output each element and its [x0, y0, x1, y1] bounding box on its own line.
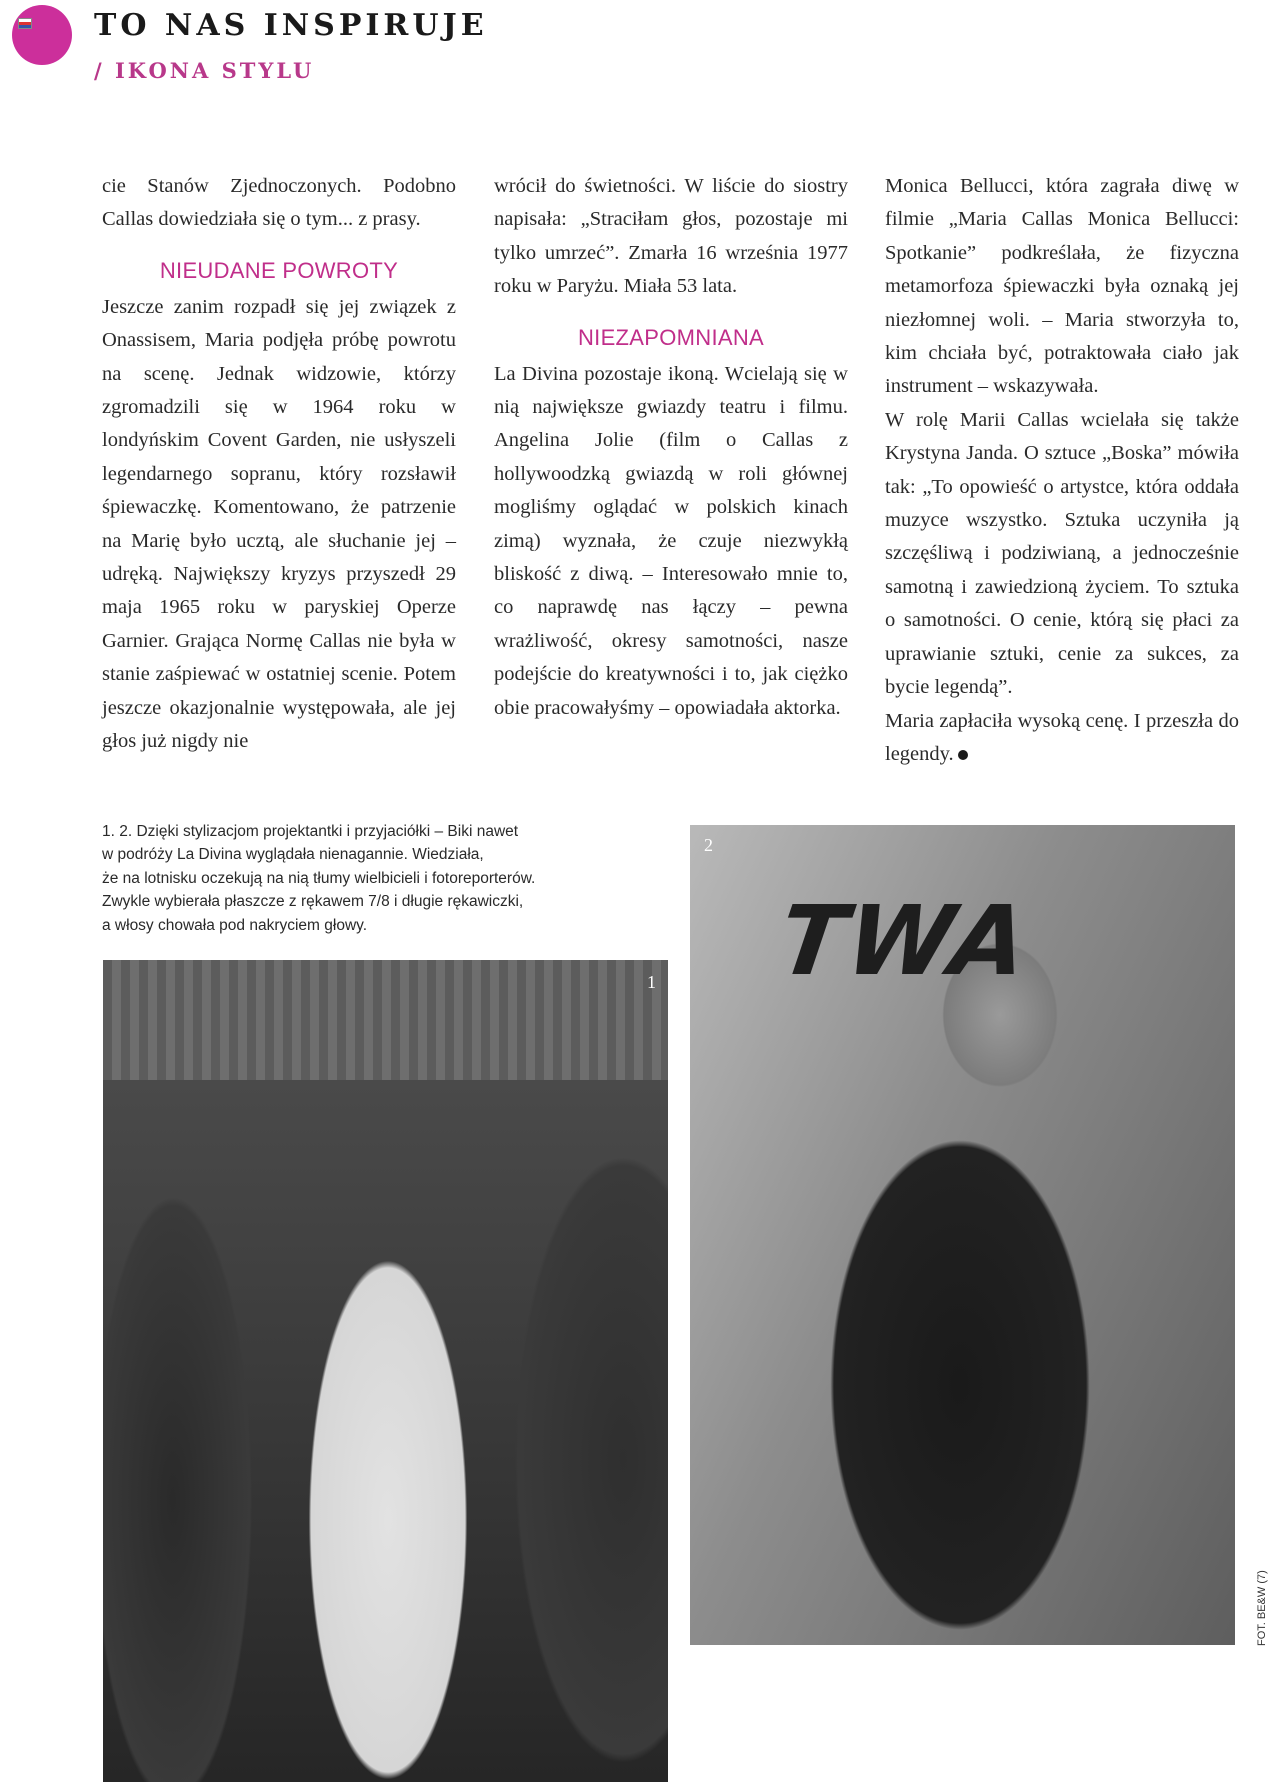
caption-line: że na lotnisku oczekują na nią tłumy wielbicieli i fotoreporterów.: [102, 869, 536, 887]
article-column-3: [885, 170, 1239, 771]
column-3-paragraph-3: [885, 705, 1239, 772]
flag-icon: [18, 18, 32, 29]
column-2-intro: wrócił do świetności. W liście do siostry napisała: „Straciłam głos, pozostaje mi tylko umrzeć”. Zmarła 16 września 1977 roku w Paryżu. Miała 53 lata.: [494, 175, 848, 298]
column-3-paragraph-2: W rolę Marii Callas wcielała się także Krystyna Janda. O sztuce „Boska” mówiła tak: „To opowieść o artystce, która oddała muzyce wszystko. Sztuka uczyniła ją szczęśliwą i podziwianą, a jednocześnie samotną i zawiedzioną życiem. To sztuka o samotności. O cenie, którą się płaci za uprawianie sztuki, cenie za sukces, za bycie legendą”.: [885, 408, 1239, 699]
section-heading-niezapomniana: NIEZAPOMNIANA: [577, 324, 765, 350]
page-subtitle: / IKONA STYLU: [94, 58, 315, 83]
caption-line: w podróży La Divina wyglądała nienagannie. Wiedziała,: [102, 846, 484, 864]
twa-sign: TWA: [772, 885, 1037, 997]
photo-callas-crowd: [103, 960, 668, 1782]
section-heading-nieudane-powroty: NIEUDANE POWROTY: [159, 257, 399, 283]
page-title: TO NAS INSPIRUJE: [94, 8, 488, 43]
column-2-body: La Divina pozostaje ikoną. Wcielają się w nią największe gwiazdy teatru i filmu. Angelina Jolie (film o Callas z hollywoodzką gwiazdą w roli głównej mogliśmy oglądać w polskich kinach zimą) wyznała, że czuje niezwykłą bliskość z diwą. – Interesowało mnie to, co naprawdę nas łączy – pewna wrażliwość, okresy samotności, nasze podejście do kreatywności i to, jak ciężko obie pracowałyśmy – opowiadała aktorka.: [494, 362, 848, 719]
caption-line: Zwykle wybierała płaszcze z rękawem 7/8 i długie rękawiczki,: [102, 893, 524, 911]
page-header: [0, 0, 1280, 110]
photo-1-number: 1: [647, 972, 656, 992]
caption-line: 1. 2. Dzięki stylizacjom projektantki i przyjaciółki – Biki nawet: [102, 823, 519, 840]
section-dot-icon: [12, 5, 72, 65]
article-column-2: [494, 170, 848, 725]
column-3-paragraph-1: Monica Bellucci, która zagrała diwę w filmie „Maria Callas Monica Bellucci: Spotkanie” podkreślała, że fizyczna metamorfoza śpiewaczki była oznaką jej niezłomnej woli. – Maria stworzyła to, kim chciała być, potraktowała ciało jak instrument – wskazywała.: [885, 175, 1239, 398]
photo-1-scene: [103, 1080, 668, 1782]
photo-callas-airport: [690, 825, 1235, 1645]
column-3-closing-text: Maria zapłaciła wysoką cenę. I przeszła do legendy.: [885, 709, 1239, 765]
photo-caption: [102, 820, 642, 937]
column-1-intro: cie Stanów Zjednoczonych. Podobno Callas dowiedziała się o tym... z prasy.: [102, 175, 456, 231]
caption-line: a włosy chowała pod nakryciem głowy.: [102, 916, 368, 934]
article-column-1: [102, 170, 456, 759]
photo-2-number: 2: [704, 835, 713, 855]
end-mark-icon: [958, 750, 968, 760]
column-1-body: Jeszcze zanim rozpadł się jej związek z Onassisem, Maria podjęła próbę powrotu na scenę. Jednak widzowie, którzy zgromadzili się w 1964 roku w londyńskim Covent Garden, nie usłyszeli legendarnego sopranu, który rozsławił śpiewaczkę. Komentowano, że patrzenie na Marię było ucztą, ale słuchanie jej – udręką. Największy kryzys przyszedł 29 maja 1965 roku w paryskiej Operze Garnier. Grająca Normę Callas nie była w stanie zaśpiewać w ostatniej scenie. Potem jeszcze okazjonalnie występowała, ale jej głos już nigdy nie: [102, 295, 456, 753]
photo-credit: FOT. BE&W (7): [1256, 1570, 1268, 1646]
